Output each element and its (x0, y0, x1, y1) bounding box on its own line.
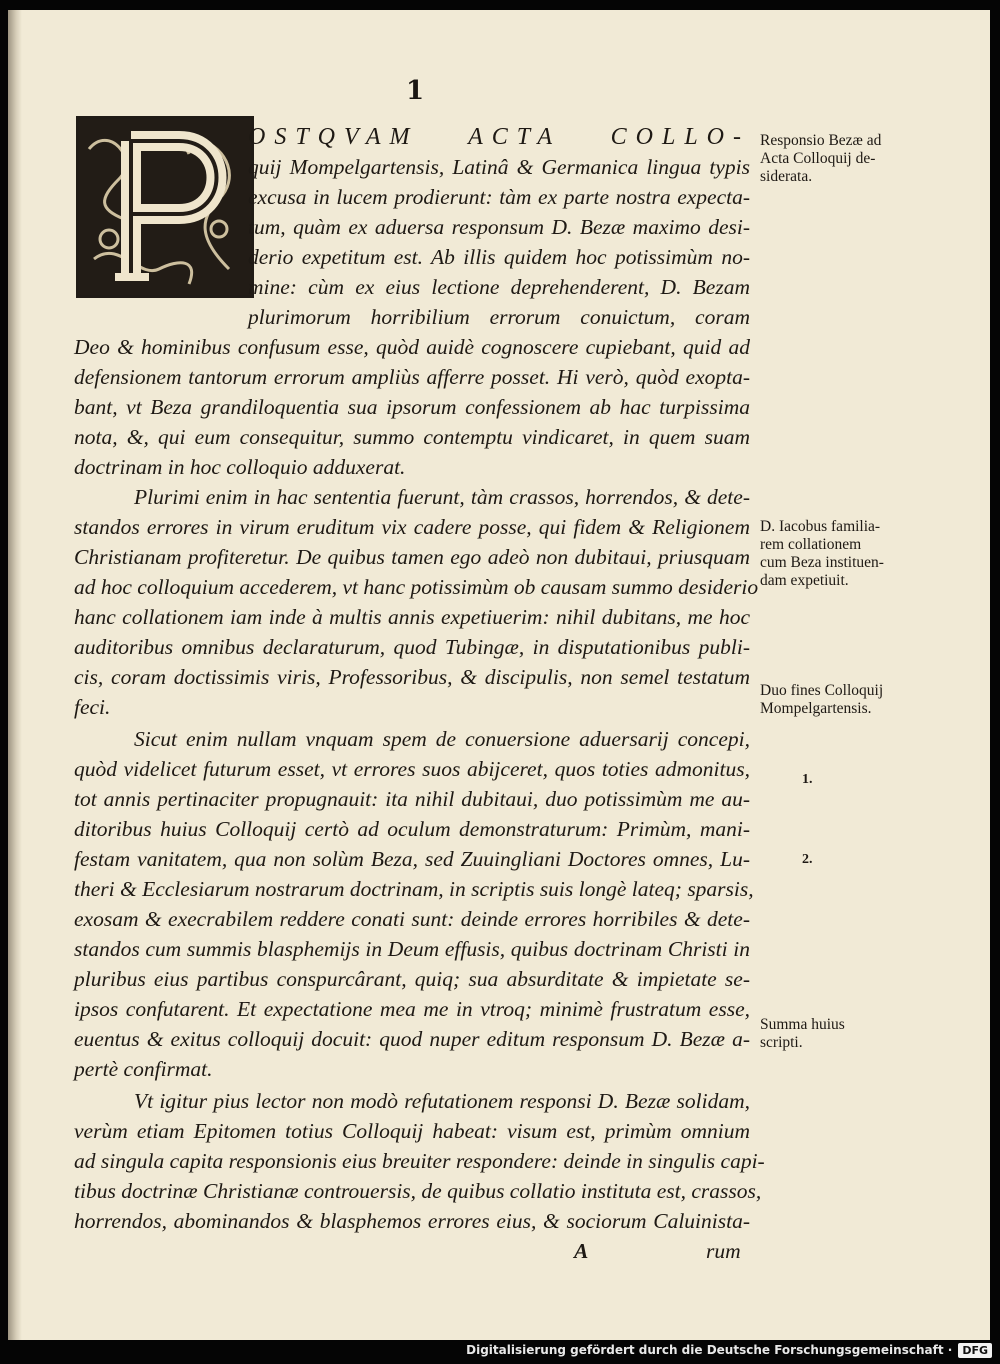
text-line: verùm etiam Epitomen totius Colloquij habeat: visum est, primùm omnium (74, 1119, 750, 1143)
text-line: festam vanitatem, qua non solùm Beza, sed Zuuingliani Doctores omnes, Lu- (74, 847, 750, 871)
text-line: feci. (74, 695, 111, 719)
text-line: tot annis pertinaciter propugnauit: ita nihil dubitaui, duo potissimùm me au- (74, 787, 750, 811)
text-line: Deo & hominibus confusum esse, quòd auidè cognoscere cupiebant, quid ad (74, 335, 750, 359)
margin-note: Summa huius scripti. (760, 1016, 845, 1051)
text-line: tibus doctrinæ Christianæ controuersis, de quibus collatio instituta est, crassos, (74, 1179, 762, 1203)
margin-notes-column (760, 10, 980, 1340)
margin-number: 1. (802, 772, 813, 787)
text-line: plurimorum horribilium errorum conuictum, coram (248, 305, 750, 329)
text-line: pertè confirmat. (74, 1057, 213, 1081)
text-line: mine: cùm ex eius lectione deprehenderent, D. Bezam (248, 275, 750, 299)
text-line: horrendos, abominandos & blasphemos errores eius, & sociorum Caluinista- (74, 1209, 750, 1233)
text-line: quij Mompelgartensis, Latinâ & Germanica lingua typis (248, 155, 750, 179)
text-line: euentus & exitus colloquij docuit: quod nuper editum responsum D. Bezæ a- (74, 1027, 750, 1051)
text-line: bant, vt Beza grandiloquentia sua ipsorum confessionem ab hac turpissima (74, 395, 750, 419)
credit-text: Digitalisierung gefördert durch die Deutsche Forschungsgemeinschaft · (466, 1343, 953, 1357)
text-line: derio expetitum est. Ab illis quidem hoc potissimùm no- (248, 245, 750, 269)
text-line: Vt igitur pius lector non modò refutationem responsi D. Bezæ solidam, (134, 1089, 750, 1113)
text-line: cis, coram doctissimis viris, Professoribus, & discipulis, non semel testatum (74, 665, 750, 689)
text-line: Plurimi enim in hac sententia fuerunt, tàm crassos, horrendos, & dete- (134, 485, 750, 509)
text-line: quòd videlicet futurum esset, vt errores suos abijceret, quos toties admonitus, (74, 757, 750, 781)
text-line: defensionem tantorum errorum ampliùs afferre posset. Hi verò, quòd exopta- (74, 365, 750, 389)
decorated-initial-p (76, 116, 254, 298)
text-line: auditoribus omnibus declaraturum, quod Tubingæ, in disputationibus publi- (74, 635, 750, 659)
text-line: Christianam profiteretur. De quibus tamen ego adeò non dubitaui, priusquam (74, 545, 750, 569)
text-line: hanc collationem iam inde à multis annis expetiuerim: nihil dubitans, me hoc (74, 605, 750, 629)
digitization-credit (466, 1340, 992, 1360)
margin-note: Duo fines Colloquij Mompelgartensis. (760, 682, 884, 717)
margin-note: Responsio Bezæ ad Acta Colloquij de- siderata. (760, 132, 882, 185)
page-spine-shadow (8, 10, 22, 1340)
text-line: excusa in lucem prodierunt: tàm ex parte nostra expecta- (248, 185, 750, 209)
text-line: pluribus eius partibus conspurcârant, quiq; sua absurditate & impietate se- (74, 967, 750, 991)
margin-note: D. Iacobus familia- rem collationem cum Beza instituen- dam expetiuit. (760, 518, 884, 589)
text-line: ditoribus huius Colloquij certò ad oculum demonstraturum: Primùm, mani- (74, 817, 750, 841)
signature-mark: A (574, 1239, 589, 1263)
text-line: ipsos confutarent. Et expectatione mea me in vtroq; minimè frustratum esse, (74, 997, 750, 1021)
text-line: ad hoc colloquium accederem, vt hanc potissimùm ob causam summo desiderio (74, 575, 759, 599)
dfg-logo: DFG (958, 1343, 992, 1358)
text-line: exosam & execrabilem reddere conati sunt: deinde errores horribiles & dete- (74, 907, 750, 931)
catchword: rum (706, 1239, 741, 1263)
margin-number: 2. (802, 852, 813, 867)
book-page (8, 10, 990, 1340)
text-line: standos cum summis blasphemijs in Deum effusis, quibus doctrinam Christi in (74, 937, 750, 961)
page-number: 1 (406, 76, 425, 106)
text-line: standos errores in virum eruditum vix cadere posse, qui fidem & Religionem (74, 515, 750, 539)
text-line: ad singula capita responsionis eius breuiter respondere: deinde in singulis capi- (74, 1149, 765, 1173)
text-line: nota, &, qui eum consequitur, summo contemptu vindicaret, in quem suam (74, 425, 750, 449)
text-line: theri & Ecclesiarum nostrarum doctrinam, in scriptis suis longè lateq; sparsis, (74, 877, 754, 901)
text-line: OSTQVAM ACTA COLLO- (248, 124, 750, 150)
floral-ornament-icon (79, 119, 251, 295)
text-line: tum, quàm ex aduersa responsum D. Bezæ maximo desi- (248, 215, 750, 239)
text-line: Sicut enim nullam vnquam spem de conuersione aduersarij concepi, (134, 727, 750, 751)
text-line: doctrinam in hoc colloquio adduxerat. (74, 455, 406, 479)
